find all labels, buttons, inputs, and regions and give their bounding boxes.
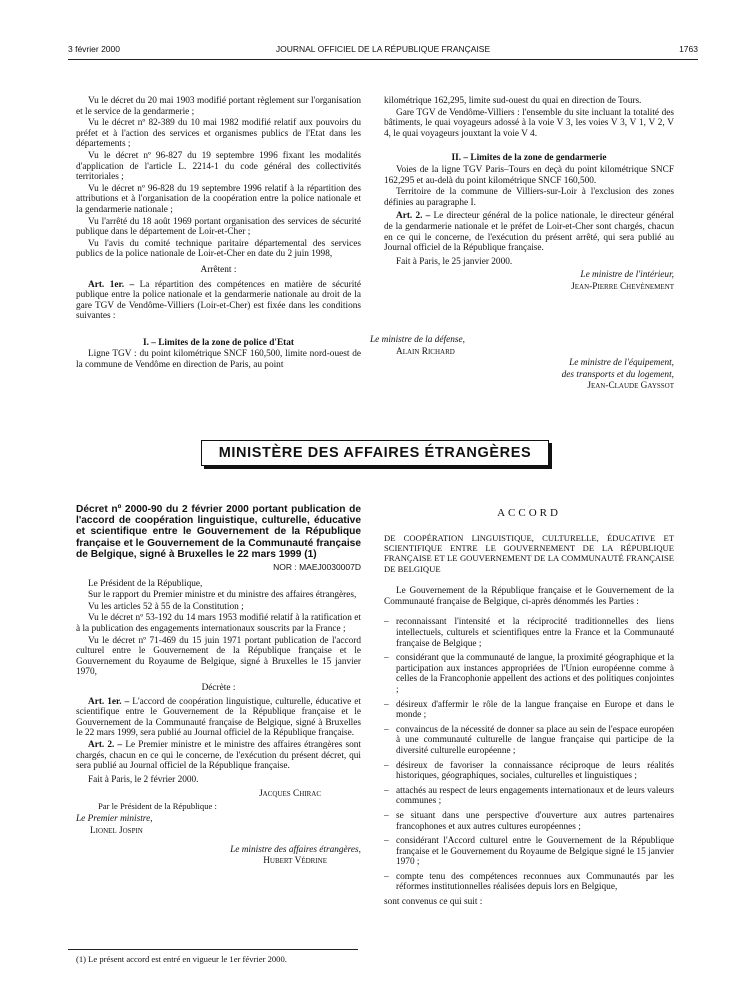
footnote: (1) Le présent accord est entré en vigueur le 1er février 2000.	[76, 954, 287, 964]
article-2-text: Le directeur général de la police nationale, le directeur général de la gendarmerie nationale et le préfet de Loir-et-Cher sont chargés, chacun en ce qui le concerne, de l'exécution du présent arrêté, qui sera publié au Journal officiel de la République française.	[384, 211, 675, 254]
ministry-banner	[201, 440, 549, 466]
accord-item: – convaincus de la nécessité de donner sa place au sein de l'espace européen à une communauté culturelle de langue française qui participe de la diversité culturelle européenne ;	[384, 725, 674, 757]
decree-p2: Sur le rapport du Premier ministre et du ministre des affaires étrangères,	[88, 590, 357, 601]
accord-column	[384, 504, 674, 909]
decrete: Décrète :	[201, 682, 236, 693]
top-right-column	[384, 96, 674, 294]
done-at: Fait à Paris, le 25 janvier 2000.	[396, 256, 513, 267]
signatory-3-role-a: Le ministre de l'équipement,	[569, 358, 674, 368]
signatory-3-block	[484, 358, 674, 393]
decree-nor: NOR : MAEJ0030007D	[273, 562, 361, 573]
accord-item: – considérant que la communauté de langue, la proximité géographique et la participation aux instances appropriées de l'Union européenne comme à celles de la Francophonie appellent des actions et des politiques conjointes ;	[384, 653, 674, 695]
accord-subtitle: DE COOPÉRATION LINGUISTIQUE, CULTURELLE, ÉDUCATIVE ET SCIENTIFIQUE ENTRE LE GOUVERNEMENT DE LA RÉPUBLIQUE FRANÇAISE ET LE GOUVERNEMENT DE LA COMMUNAUTÉ FRANÇAISE DE BELGIQUE	[384, 532, 674, 574]
visa-4: Vu le décret nº 96-828 du 19 septembre 1996 relatif à la répartition des attributions et à l'organisation de la coopération entre la police nationale et la gendarmerie nationale ;	[76, 183, 361, 215]
gare-text: Gare TGV de Vendôme-Villiers : l'ensemble du site incluant la totalité des bâtiments, le quai voyageurs adossé à la voie V 3, les voies V 3, V 1, V 2, V 4, le quai voyageurs jouxtant la voie V 4.	[384, 107, 674, 139]
par-le-president: Par le Président de la République :	[98, 800, 217, 811]
mae-name: Hubert Védrine	[263, 856, 327, 867]
visa-5: Vu l'arrêté du 18 août 1969 portant organisation des services de sécurité publique dans le département de Loir-et-Cher ;	[76, 216, 361, 238]
article-1-text: La répartition des compétences en matière de sécurité publique entre la police nationale et la gendarmerie nationale au droit de la gare TGV de Vendôme-Villiers (Loir-et-Cher) est fixée dans les conditions suivantes :	[76, 279, 361, 322]
signatory-3-name: Jean-Claude Gayssot	[587, 381, 674, 392]
accord-item: – compte tenu des compétences reconnues aux Communautés par les réformes institutionnelles réalisées depuis lors en Belgique,	[384, 872, 674, 893]
visa-1: Vu le décret du 20 mai 1903 modifié portant règlement sur l'organisation et le service de la gendarmerie ;	[76, 96, 361, 117]
accord-item: – désireux d'affermir le rôle de la langue française en Europe et dans le monde ;	[384, 700, 674, 721]
header-rule	[68, 59, 698, 60]
accord-item: – reconnaissant l'intensité et la réciprocité traditionnelles des liens intellectuels, culturels et scientifiques entre la France et la Communauté française de Belgique ;	[384, 617, 674, 649]
article-1	[76, 280, 361, 322]
signatory-2-name: Alain Richard	[396, 346, 455, 357]
visa-6: Vu l'avis du comité technique paritaire départemental des services publics de la police nationale de Loir-et-Cher en date du 2 juin 1998,	[76, 238, 361, 260]
article-2	[384, 211, 674, 253]
signatory-2-block	[370, 335, 570, 358]
article-1-label: Art. 1er. –	[88, 279, 135, 290]
accord-closing: sont convenus ce qui suit :	[384, 897, 483, 908]
page-number: 1763	[679, 44, 698, 54]
accord-considerations	[384, 617, 674, 893]
top-left-column	[76, 96, 361, 372]
section-1-title: I. – Limites de la zone de police d'Etat	[142, 337, 295, 348]
decree-p5: Vu le décret nº 71-469 du 15 juin 1971 portant publication de l'accord culturel entre le Gouvernement de la République française et le Gouvernement du Royaume de Belgique, signé à Bruxelles le 15 janvier 1970,	[76, 635, 361, 678]
decree-article-1-text: L'accord de coopération linguistique, culturelle, éducative et scientifique entre le Gouvernement de la République française et le Gouvernement de la Communauté française de Belgique, signé à Bruxelles le 22 mars 1999, sera publié au Journal officiel de la République française.	[76, 696, 362, 739]
section-2-title: II. – Limites de la zone de gendarmerie	[451, 153, 607, 164]
decree-p1: Le Président de la République,	[88, 578, 203, 589]
decree-title: Décret nº 2000-90 du 2 février 2000 portant publication de l'accord de coopération linguistique, culturelle, éducative et scientifique entre le Gouvernement de la République française et le Gouvernement de la Communauté française de Belgique, signé à Bruxelles le 22 mars 1999 (1)	[76, 504, 361, 560]
decree-column	[76, 504, 361, 868]
signatory-1-name: Jean-Pierre Chevènement	[571, 281, 674, 292]
visa-3: Vu le décret nº 96-827 du 19 septembre 1996 fixant les modalités d'application de l'article L. 2214-1 du code général des collectivités territoriales ;	[76, 150, 361, 183]
mae-role: Le ministre des affaires étrangères,	[230, 844, 361, 855]
visa-2: Vu le décret nº 82-389 du 10 mai 1982 modifié relatif aux pouvoirs du préfet et à l'action des services et organismes publics de l'Etat dans les départements ;	[76, 118, 361, 150]
accord-intro: Le Gouvernement de la République française et le Gouvernement de la Communauté française de Belgique, ci-après dénommés les Parties :	[384, 586, 674, 607]
signatory-3-role-b: des transports et du logement,	[561, 369, 674, 380]
decree-article-1-label: Art. 1er. –	[88, 696, 130, 707]
decree-done-at: Fait à Paris, le 2 février 2000.	[88, 774, 199, 785]
pm-name: Lionel Jospin	[90, 826, 143, 837]
article-2-label: Art. 2. –	[396, 211, 431, 222]
decree-article-1	[76, 697, 361, 739]
signatory-1-role: Le ministre de l'intérieur,	[580, 270, 674, 281]
accord-item: – se situant dans une perspective d'ouverture aux autres partenaires francophones et aux autres cultures européennes ;	[384, 811, 674, 832]
president-name: Jacques Chirac	[259, 789, 321, 800]
decree-article-2-label: Art. 2. –	[88, 739, 123, 750]
section-2-p1: Voies de la ligne TGV Paris–Tours en deçà du point kilométrique SNCF 162,295 et au-delà du point kilométrique SNCF 160,500.	[384, 164, 674, 186]
journal-title: JOURNAL OFFICIEL DE LA RÉPUBLIQUE FRANÇAISE	[275, 44, 491, 54]
accord-item: – considérant l'Accord culturel entre le Gouvernement de la République française et le Gouvernement du Royaume de Belgique signé le 15 janvier 1970 ;	[384, 836, 674, 868]
signatory-2-role: Le ministre de la défense,	[370, 335, 465, 345]
decree-p4: Vu le décret nº 53-192 du 14 mars 1953 modifié relatif à la ratification et à la publication des engagements internationaux souscrits par la France ;	[76, 613, 361, 634]
pm-role: Le Premier ministre,	[76, 814, 153, 825]
continuation-text: kilométrique 162,295, limite sud-ouest du quai en direction de Tours.	[384, 96, 642, 106]
accord-item: – attachés au respect de leurs engagements internationaux et de leurs valeurs communes ;	[384, 786, 674, 807]
arretent: Arrêtent :	[200, 264, 237, 275]
header-date: 3 février 2000	[68, 44, 120, 54]
decree-p3: Vu les articles 52 à 55 de la Constitution ;	[88, 601, 244, 612]
page-header	[68, 44, 698, 58]
ministry-banner-text: MINISTÈRE DES AFFAIRES ÉTRANGÈRES	[218, 445, 532, 461]
footnote-rule	[68, 949, 358, 950]
accord-heading: ACCORD	[497, 507, 561, 519]
section-2-p2: Territoire de la commune de Villiers-sur-Loir à l'exclusion des zones définies au paragraphe I.	[384, 187, 674, 208]
section-1-text: Ligne TGV : du point kilométrique SNCF 160,500, limite nord-ouest de la commune de Vendôme en direction de Paris, au point	[76, 349, 361, 371]
accord-item: – désireux de favoriser la connaissance réciproque de leurs réalités historiques, géographiques, sociales, culturelles et linguistiques ;	[384, 761, 674, 782]
decree-article-2	[76, 740, 361, 772]
decree-article-2-text: Le Premier ministre et le ministre des affaires étrangères sont chargés, chacun en ce qui le concerne, de l'exécution du présent décret, qui sera publié au Journal officiel de la République française.	[76, 739, 362, 772]
